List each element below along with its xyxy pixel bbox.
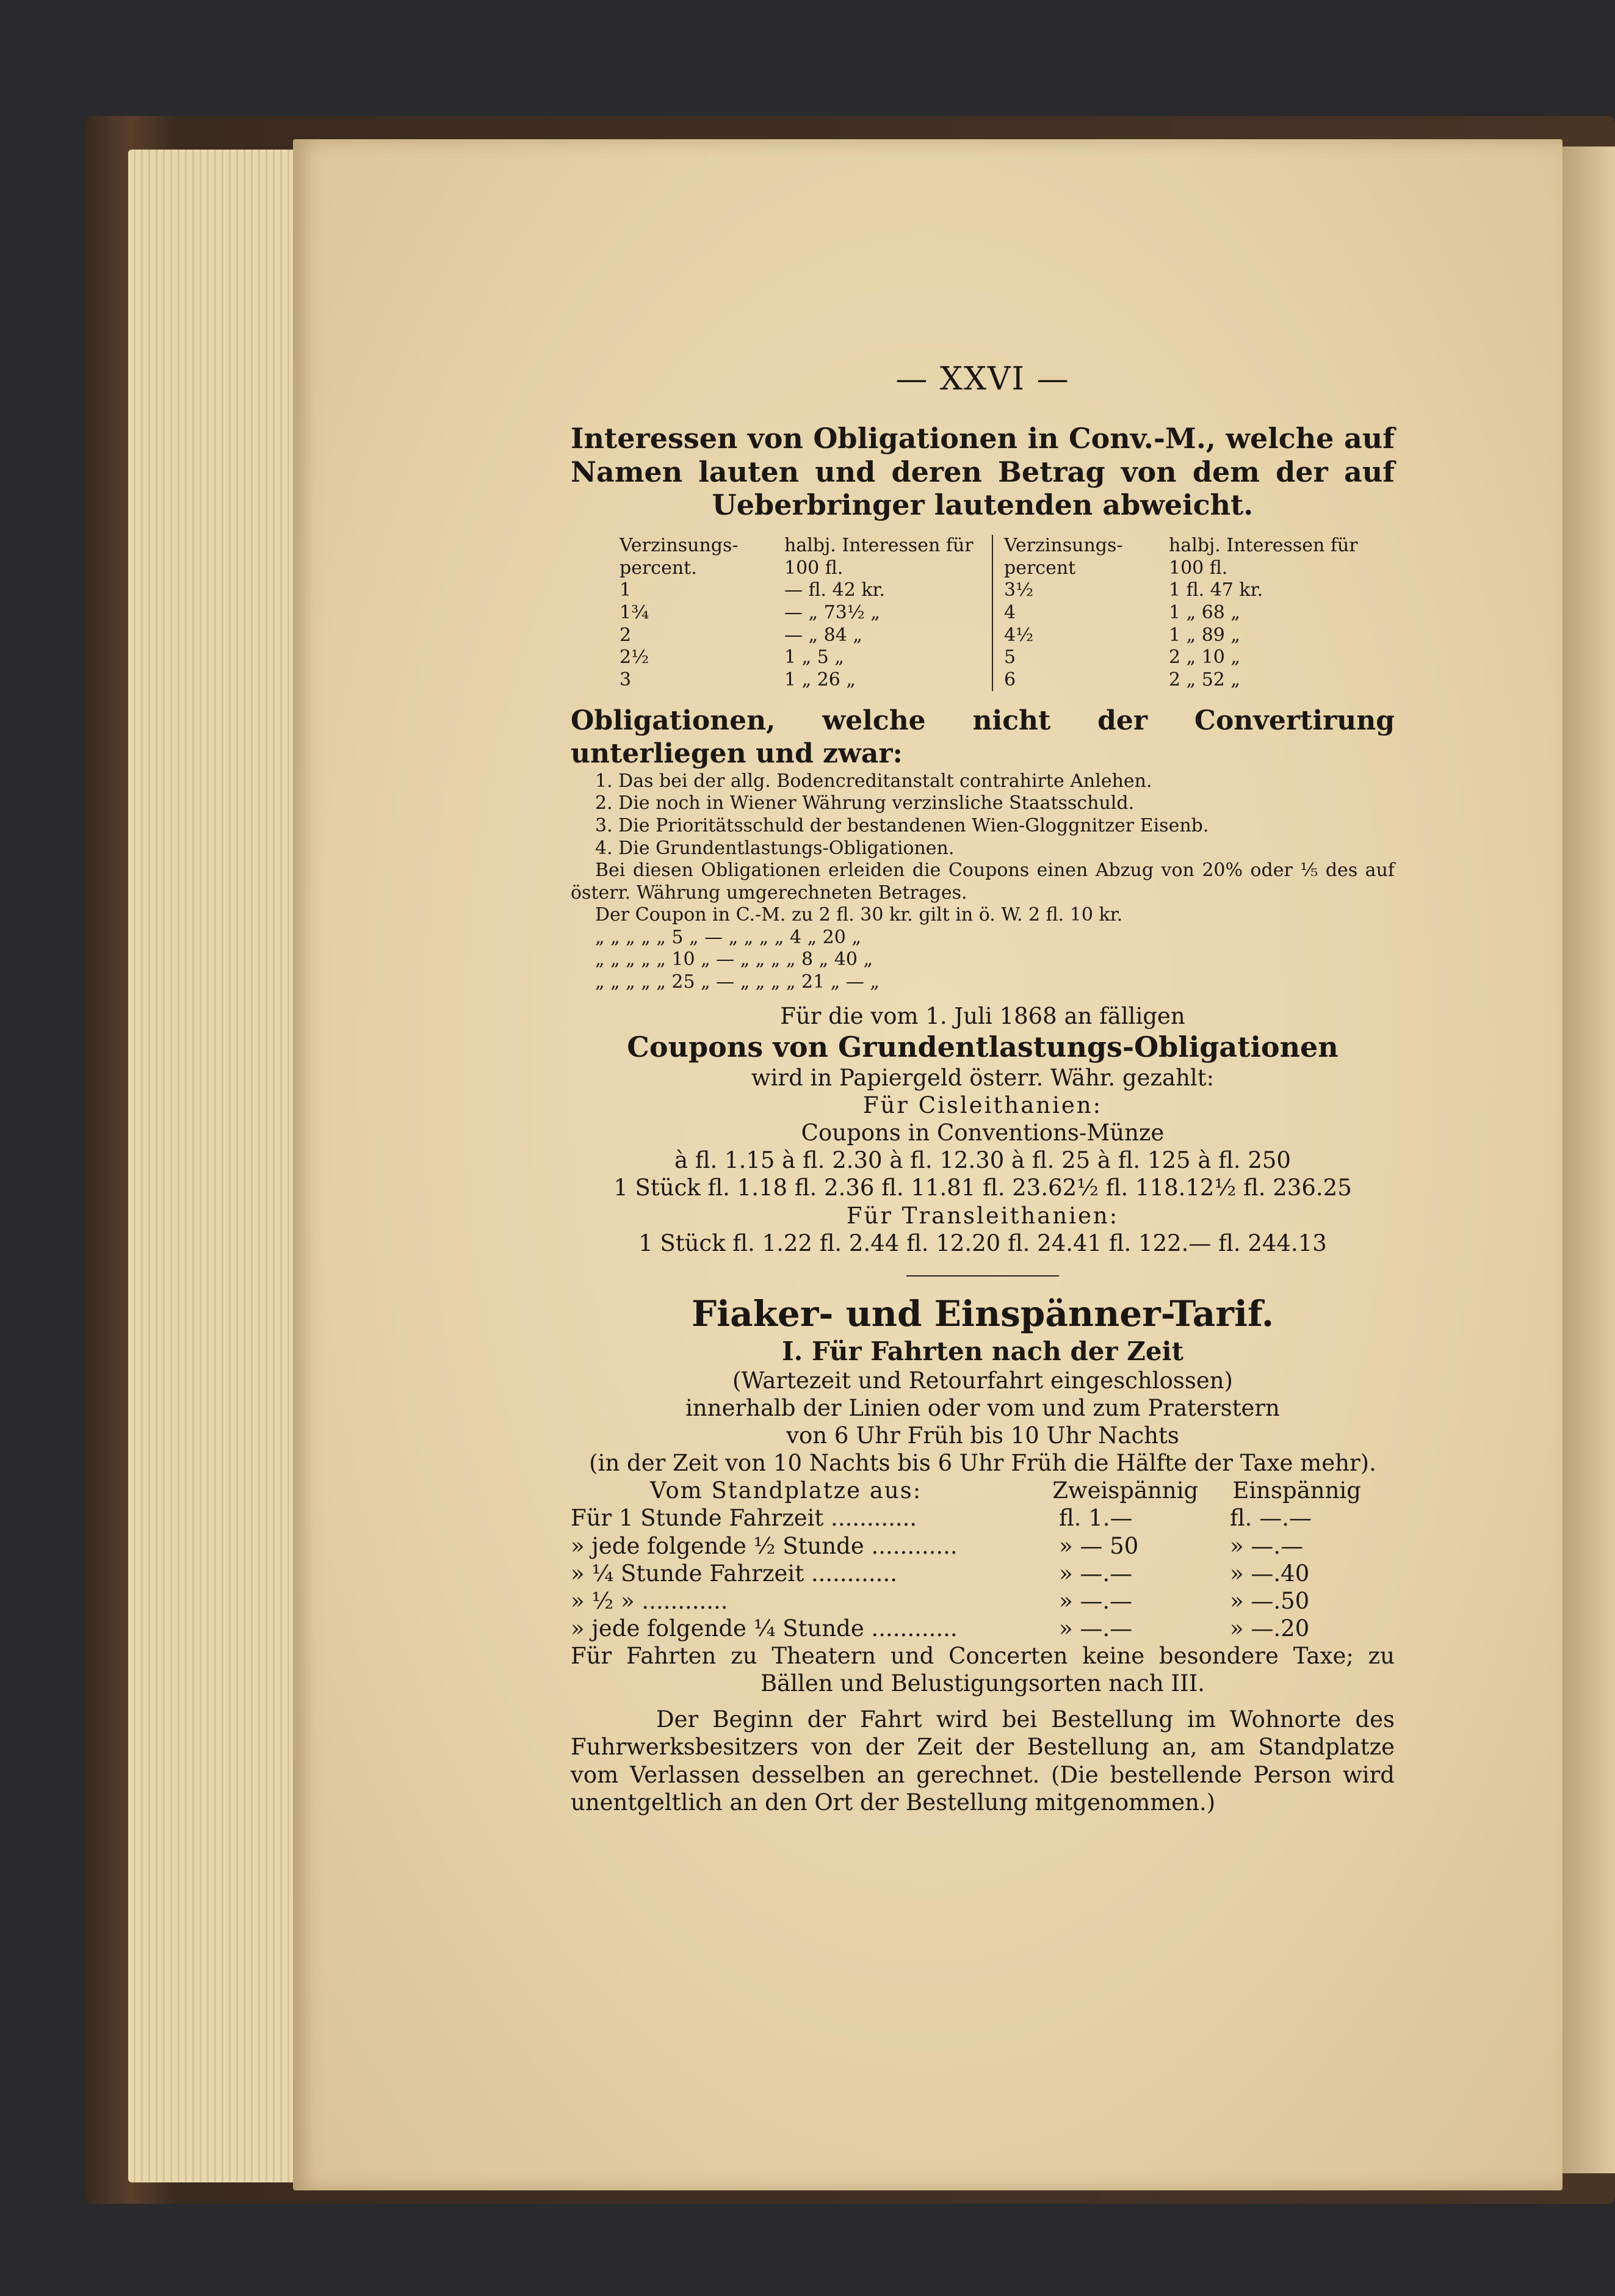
fare-zweispaennig: » —.— (1059, 1560, 1133, 1587)
final-paragraph: Der Beginn der Fahrt wird bei Bestellung im Wohnorte des Fuhrwerksbesitzers von der Zeit der Bestellung an, am Standplatze vom Verlassen desselben an gerechnet. (Die bestellende Person wird unentgeltlich an den Ort der Bestellung mitgenommen.) (571, 1706, 1395, 1816)
fare-label: » jede folgende ½ Stunde ............ (571, 1532, 958, 1559)
col-header: Verzinsungs-percent (1004, 535, 1123, 579)
table-cell: — „ 84 „ (784, 624, 862, 646)
obligations-note: Bei diesen Obligationen erleiden die Coupons einen Abzug von 20% oder ⅕ des auf österr. Währung umgerechneten Betrages. (571, 860, 1395, 904)
list-item: 4. Die Grundentlastungs-Obligationen. (595, 837, 955, 859)
fare-einspaennig: » —.40 (1230, 1560, 1310, 1587)
price-row: 1 Stück fl. 1.18 fl. 2.36 fl. 11.81 fl. 23.62½ fl. 118.12½ fl. 236.25 (613, 1175, 1352, 1201)
paid-line: wird in Papiergeld österr. Währ. gezahlt: (751, 1064, 1215, 1091)
obligations-heading: Obligationen, welche nicht der Convertirung unterliegen und zwar: (571, 705, 1395, 770)
table-cell: 1 (620, 579, 632, 601)
obligations-list (571, 770, 1395, 860)
table-cell: — „ 73½ „ (784, 602, 880, 624)
fare-header-label: Vom Standplatze aus: (650, 1477, 922, 1504)
fare-zweispaennig: » —.— (1059, 1587, 1133, 1614)
coupons-heading: Coupons von Grundentlastungs-Obligationen (627, 1030, 1339, 1063)
list-item: 2. Die noch in Wiener Währung verzinsliche Staatsschuld. (595, 792, 1135, 814)
table-cell: 5 (1004, 646, 1016, 668)
col-header: halbj. Interessen für 100 fl. (784, 535, 974, 579)
coupon-lines (571, 904, 1395, 993)
fare-einspaennig: » —.— (1230, 1532, 1304, 1559)
table-row (571, 1504, 1395, 1532)
list-item: „ „ „ „ „ 10 „ — „ „ „ „ 8 „ 40 „ (595, 949, 873, 971)
conv-coupons-line: Coupons in Conventions-Münze (801, 1120, 1165, 1146)
fare-einspaennig: fl. —.— (1230, 1505, 1312, 1532)
table-row (571, 1560, 1395, 1587)
fare-header (571, 1477, 1395, 1504)
table-cell: 2 „ 10 „ (1169, 646, 1240, 668)
cisleithanien-heading: Für Cisleithanien: (862, 1092, 1103, 1119)
interest-table-right (1004, 535, 1370, 691)
theater-note: Für Fahrten zu Theatern und Concerten keine besondere Taxe; zu Bällen und Belustigungsorten nach III. (571, 1643, 1395, 1697)
table-cell: 1 „ 68 „ (1169, 602, 1240, 624)
price-row: à fl. 1.15 à fl. 2.30 à fl. 12.30 à fl. 25 à fl. 125 à fl. 250 (674, 1147, 1291, 1174)
interest-table-left (620, 535, 993, 691)
table-cell: 1 „ 89 „ (1169, 624, 1240, 646)
table-cell: 2½ (620, 646, 649, 668)
table-row (571, 1587, 1395, 1615)
transleithanien-heading: Für Transleithanien: (846, 1202, 1119, 1229)
col-header: Verzinsungs-percent. (620, 535, 739, 579)
fare-einspaennig: » —.50 (1230, 1587, 1310, 1614)
interest-table (620, 535, 1370, 691)
table-row (571, 1532, 1395, 1560)
section-line: innerhalb der Linien oder vom und zum Praterstern (685, 1394, 1280, 1421)
due-line: Für die vom 1. Juli 1868 an fälligen (780, 1002, 1185, 1029)
section-line: (Wartezeit und Retourfahrt eingeschlossen) (732, 1367, 1233, 1394)
section-line: (in der Zeit von 10 Nachts bis 6 Uhr Früh die Hälfte der Taxe mehr). (589, 1450, 1376, 1477)
table-cell: 4 (1004, 602, 1016, 624)
list-item: Der Coupon in C.-M. zu 2 fl. 30 kr. gilt in ö. W. 2 fl. 10 kr. (595, 904, 1123, 926)
table-cell: 6 (1004, 668, 1016, 690)
table-cell: 1 „ 26 „ (784, 668, 856, 690)
table-cell: 2 (620, 624, 632, 646)
fare-header-col2: Einspännig (1232, 1477, 1361, 1504)
table-cell: 1 fl. 47 kr. (1169, 579, 1263, 601)
list-item: „ „ „ „ „ 25 „ — „ „ „ „ 21 „ — „ (595, 971, 880, 993)
list-item: 3. Die Prioritätsschuld der bestandenen Wien-Gloggnitzer Eisenb. (595, 814, 1209, 836)
fare-zweispaennig: » —.— (1059, 1615, 1133, 1642)
fare-label: » jede folgende ¼ Stunde ............ (571, 1615, 958, 1642)
tarif-title: Fiaker- und Einspänner-Tarif. (691, 1292, 1274, 1335)
facing-page-edge (1559, 147, 1615, 2173)
list-item: „ „ „ „ „ 5 „ — „ „ „ „ 4 „ 20 „ (595, 926, 861, 948)
fare-einspaennig: » —.20 (1230, 1615, 1310, 1642)
fare-label: » ¼ Stunde Fahrzeit ............ (571, 1560, 897, 1587)
page-edges (128, 150, 311, 2182)
table-row (571, 1615, 1395, 1642)
price-row: 1 Stück fl. 1.22 fl. 2.44 fl. 12.20 fl. 24.41 fl. 122.— fl. 244.13 (638, 1229, 1327, 1256)
interest-heading: Interessen von Obligationen in Conv.-M., welche auf Namen lauten und deren Betrag von dem der auf Ueberbringer lautenden abweicht. (571, 422, 1395, 521)
col-header: halbj. Interessen für 100 fl. (1169, 535, 1358, 579)
divider (906, 1275, 1059, 1277)
table-cell: 1 „ 5 „ (784, 646, 844, 668)
list-item: 1. Das bei der allg. Bodencreditanstalt contrahirte Anlehen. (595, 770, 1152, 792)
fare-header-col1: Zweispännig (1052, 1477, 1199, 1504)
page-number: — XXVI — (895, 361, 1070, 397)
fare-label: » ½ » ............ (571, 1587, 728, 1614)
table-cell: 1¾ (620, 602, 649, 624)
fare-zweispaennig: » — 50 (1059, 1532, 1139, 1559)
table-cell: 3 (620, 668, 632, 690)
table-cell: 2 „ 52 „ (1169, 668, 1240, 690)
section-heading: I. Für Fahrten nach der Zeit (782, 1336, 1183, 1366)
fare-label: Für 1 Stunde Fahrzeit ............ (571, 1505, 917, 1532)
section-line: von 6 Uhr Früh bis 10 Uhr Nachts (786, 1422, 1179, 1449)
table-cell: — fl. 42 kr. (784, 579, 886, 601)
table-cell: 4½ (1004, 624, 1034, 646)
fare-zweispaennig: fl. 1.— (1059, 1505, 1133, 1532)
table-cell: 3½ (1004, 579, 1034, 601)
page-content (571, 360, 1395, 1816)
